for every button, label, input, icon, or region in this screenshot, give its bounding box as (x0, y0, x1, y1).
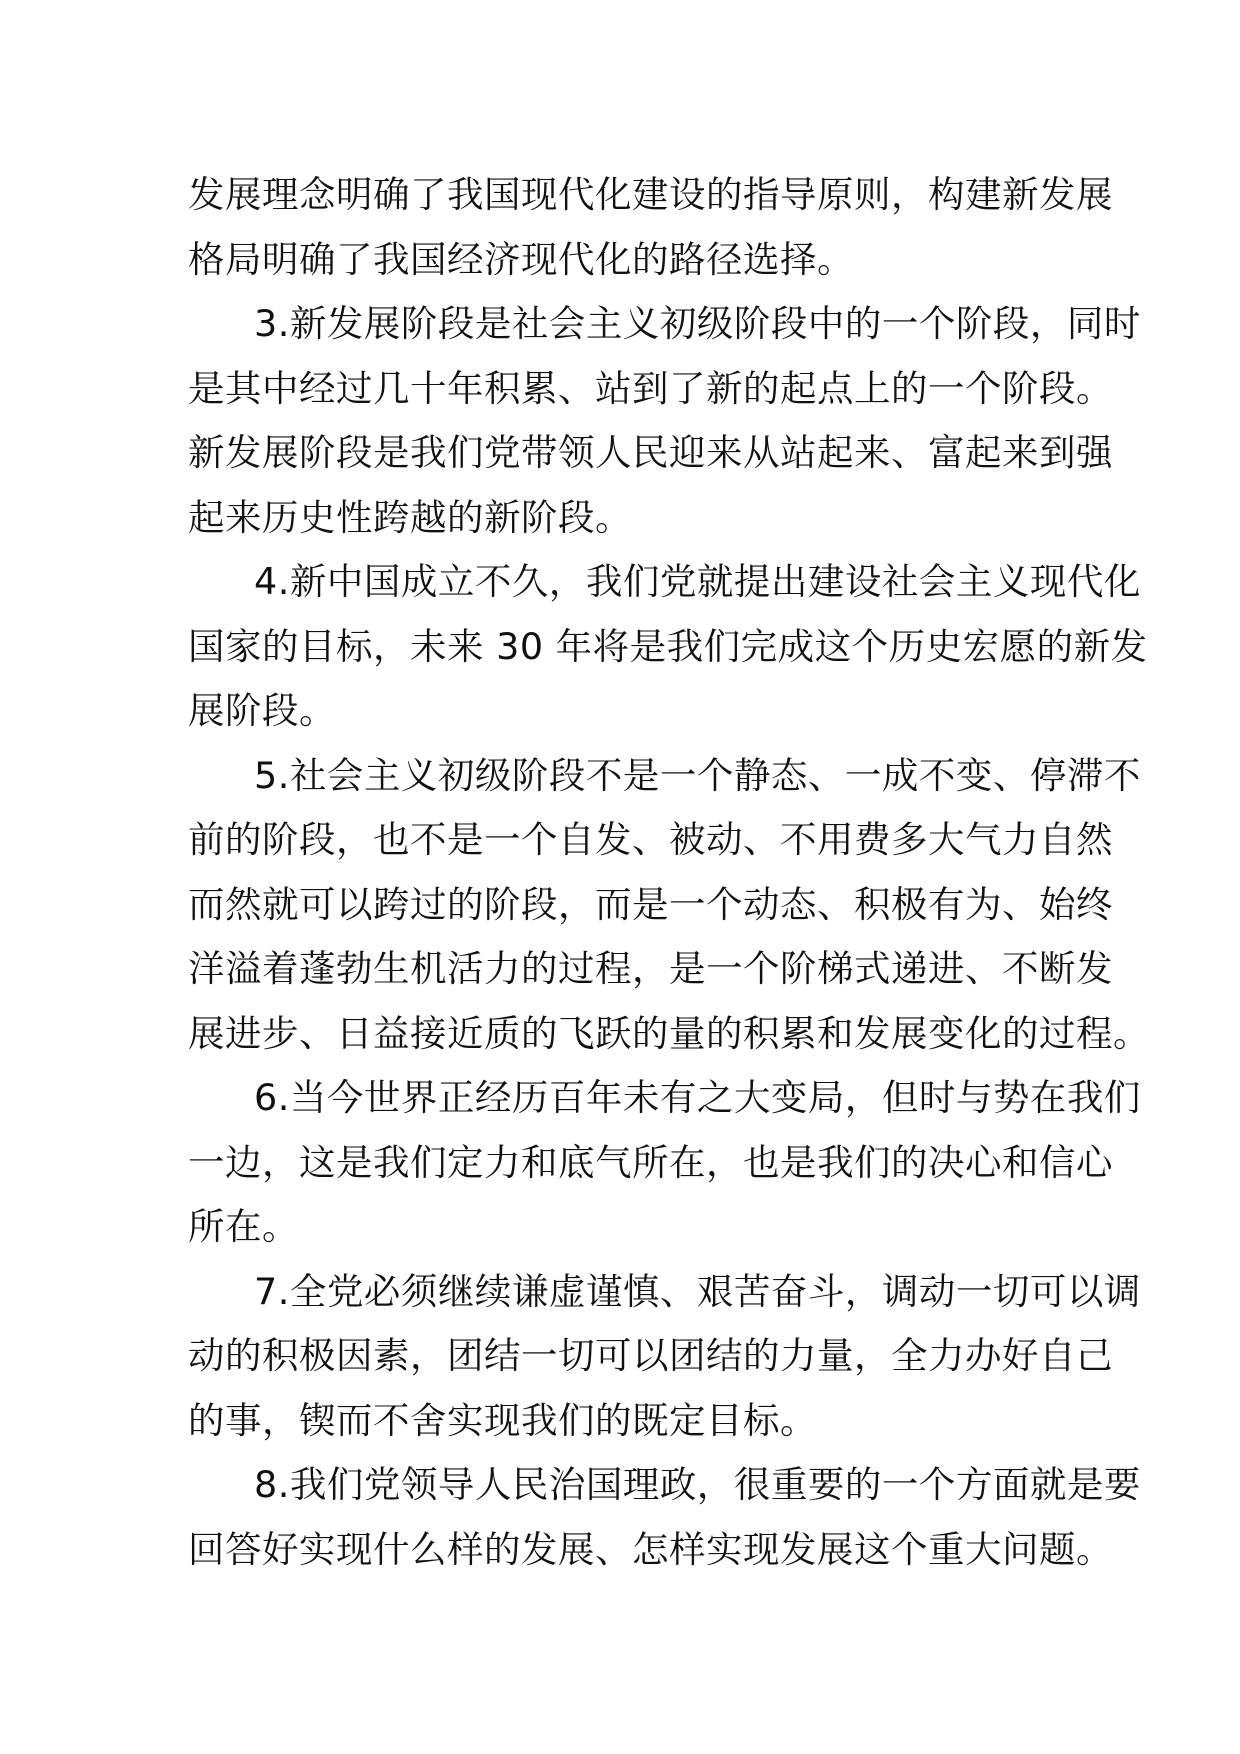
paragraph-start-line: 3.新发展阶段是社会主义初级阶段中的一个阶段，同时 (254, 302, 1141, 345)
text-line: 一边，这是我们定力和底气所在，也是我们的决心和信心 (188, 1140, 1113, 1184)
text-line: 国家的目标，未来 30 年将是我们完成这个历史宏愿的新发 (188, 624, 1148, 668)
text-line: 展进步、日益接近质的飞跃的量的积累和发展变化的过程。 (188, 1011, 1150, 1055)
paragraph-start-line: 7.全党必须继续谦虚谨慎、艰苦奋斗，调动一切可以调 (254, 1269, 1141, 1313)
text-line: 的事，锲而不舍实现我们的既定目标。 (188, 1398, 817, 1442)
paragraph-start-line: 8.我们党领导人民治国理政，很重要的一个方面就是要 (254, 1463, 1141, 1506)
paragraph-start-line: 6.当今世界正经历百年未有之大变局，但时与势在我们 (254, 1076, 1141, 1119)
text-line: 洋溢着蓬勃生机活力的过程，是一个阶梯式递进、不断发 (188, 947, 1113, 990)
paragraph-start-line: 4.新中国成立不久，我们党就提出建设社会主义现代化 (254, 560, 1141, 603)
text-line: 动的积极因素，团结一切可以团结的力量，全力办好自己 (188, 1334, 1113, 1377)
text-line: 起来历史性跨越的新阶段。 (188, 495, 632, 539)
text-line: 前的阶段，也不是一个自发、被动、不用费多大气力自然 (188, 818, 1113, 861)
text-line: 而然就可以跨过的阶段，而是一个动态、积极有为、始终 (188, 882, 1113, 926)
paragraph-start-line: 5.社会主义初级阶段不是一个静态、一成不变、停滞不 (254, 753, 1141, 797)
text-line: 所在。 (188, 1205, 299, 1248)
text-line: 格局明确了我国经济现代化的路径选择。 (188, 237, 854, 281)
text-line: 展阶段。 (188, 689, 336, 732)
text-line: 发展理念明确了我国现代化建设的指导原则，构建新发展 (188, 173, 1113, 216)
text-line: 新发展阶段是我们党带领人民迎来从站起来、富起来到强 (188, 431, 1113, 474)
text-line: 回答好实现什么样的发展、怎样实现发展这个重大问题。 (188, 1527, 1113, 1571)
document-body (188, 163, 1150, 1582)
text-line: 是其中经过几十年积累、站到了新的起点上的一个阶段。 (188, 366, 1113, 410)
